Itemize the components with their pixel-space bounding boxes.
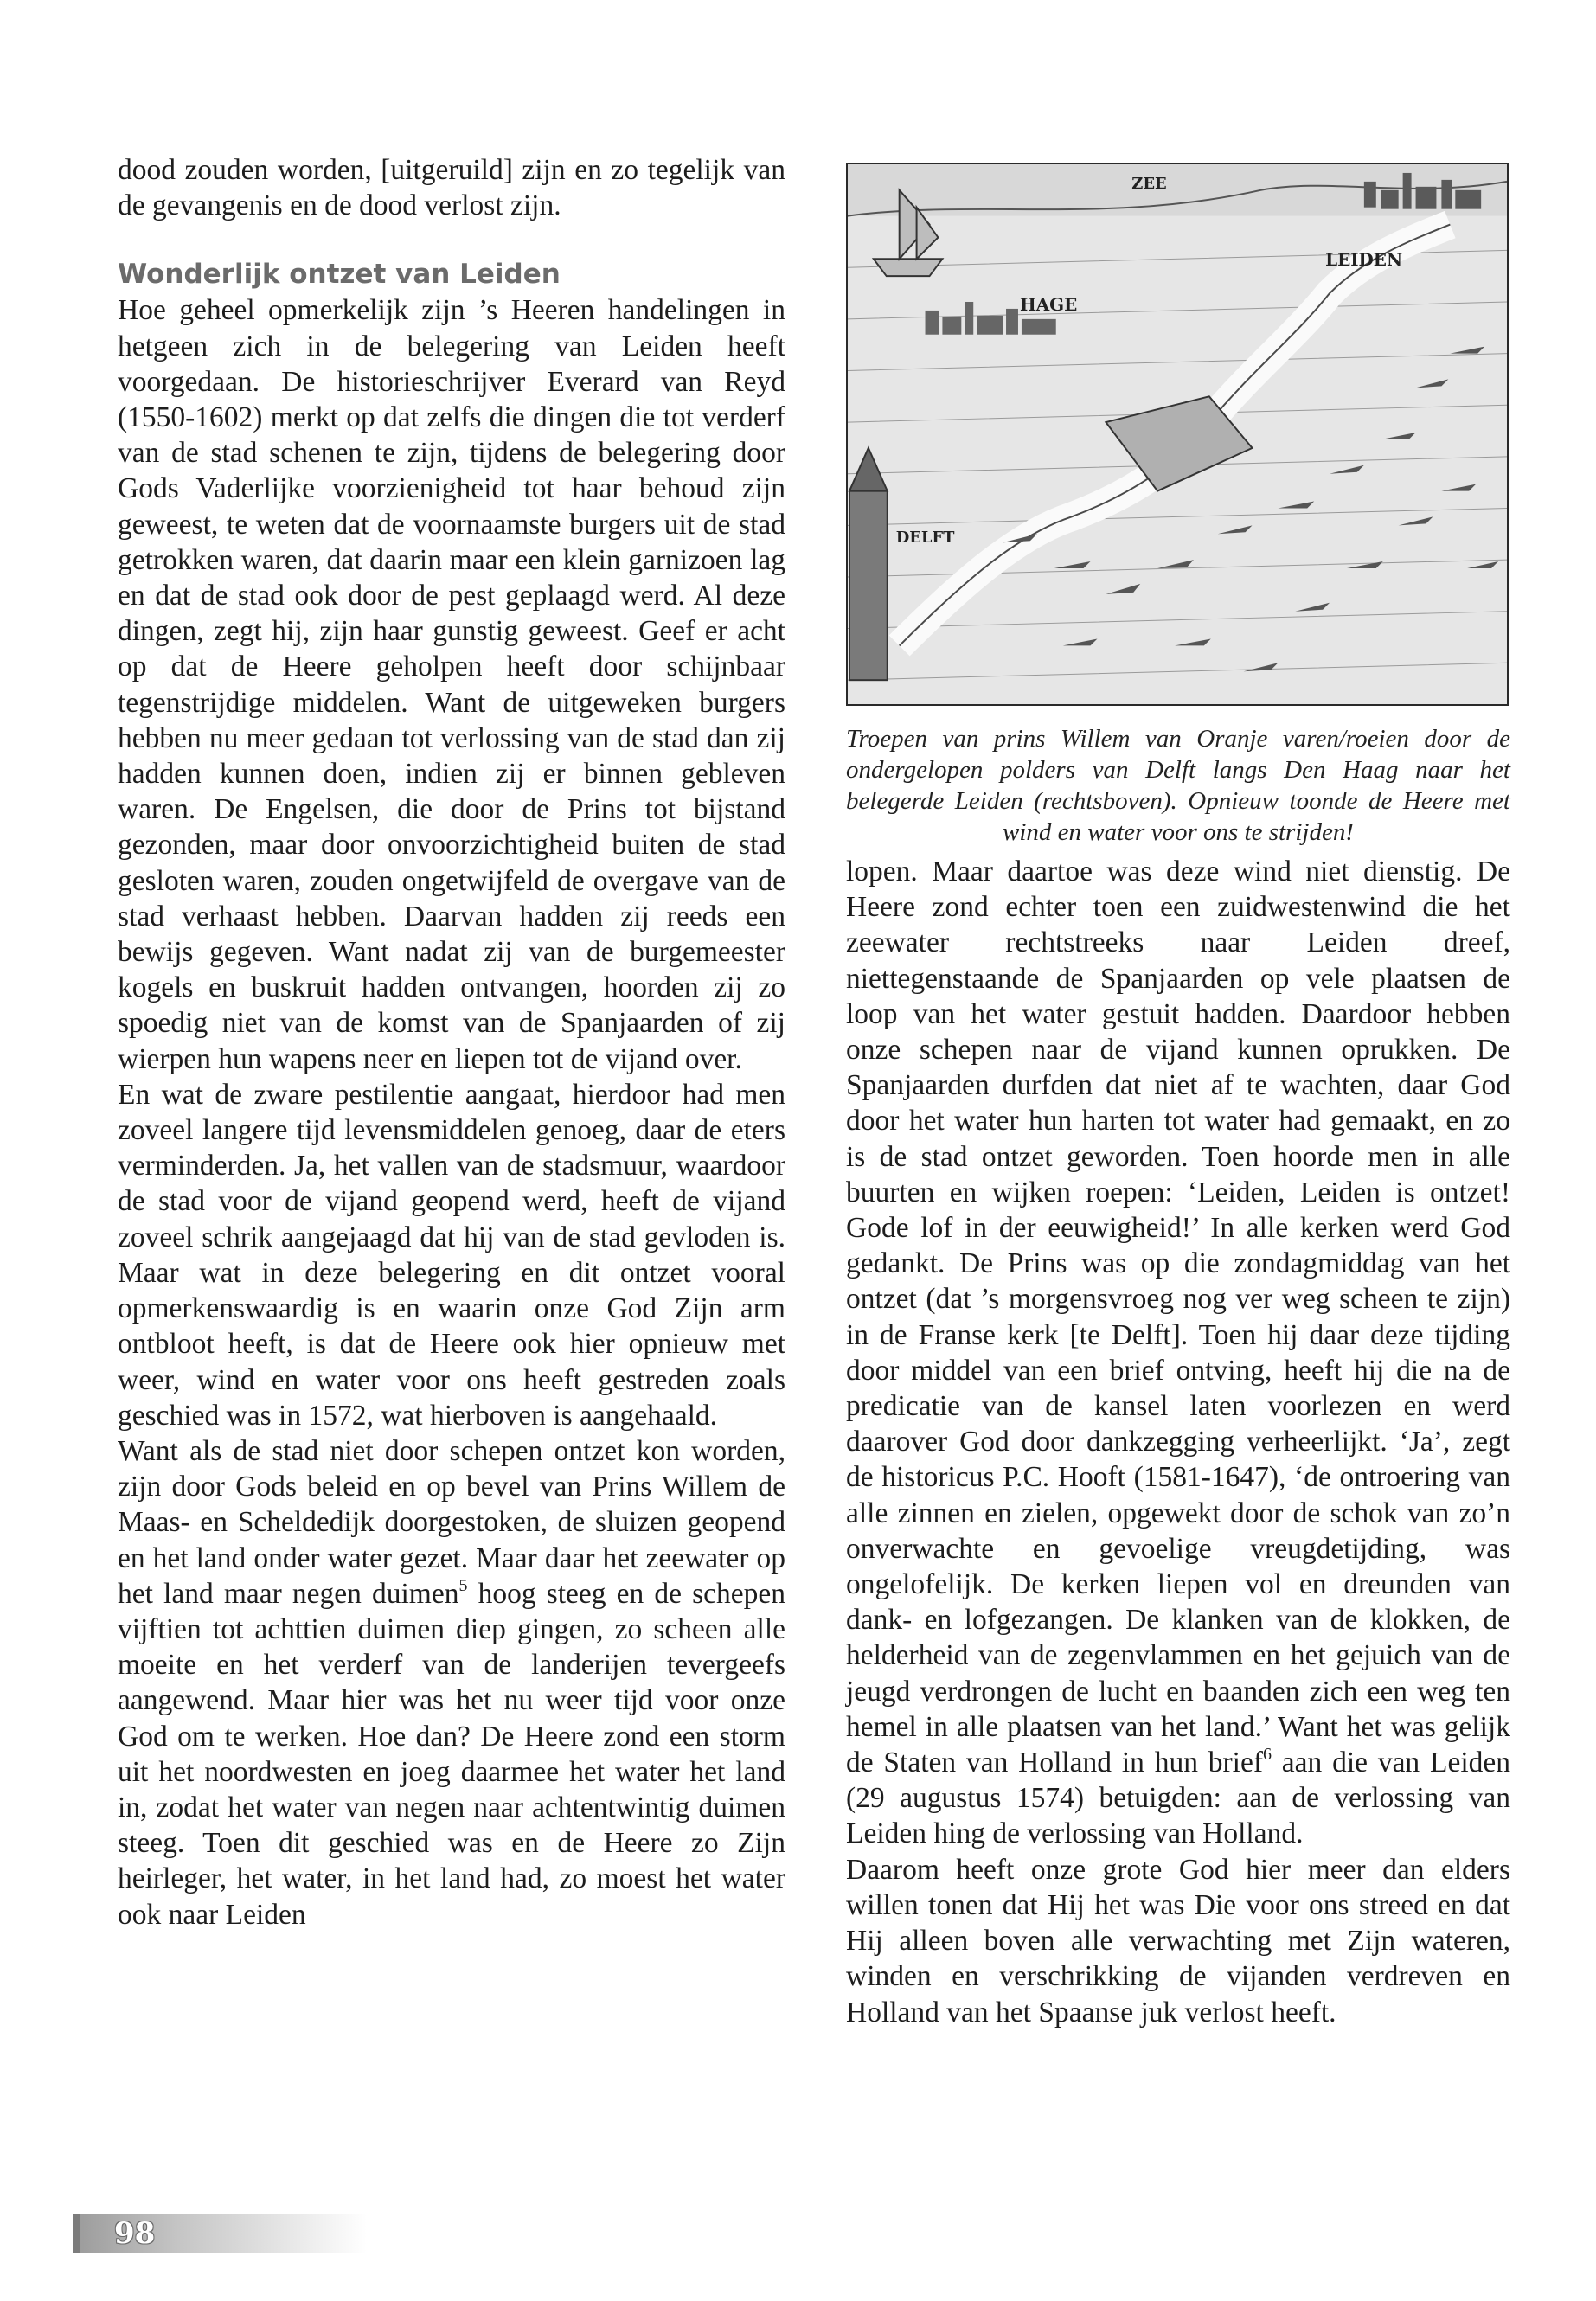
map-label-leiden: LEIDEN (1325, 249, 1403, 271)
paragraph-3-text-b: hoog steeg en de schepen vijftien tot achttien duimen diep gingen, zo scheen alle moeite en het verderf van de landerijen tevergeefs aangewend. Maar hier was het nu weer tijd voor onze God om te werken. Hoe dan? De Heere zond een storm uit het noordwesten en joeg daarmee het water het land in, zodat het water van negen naar achtentwintig duimen steeg. Toen dit geschied was en de Heere zo Zijn heirleger, het water, in het land had, zo moest het water ook naar Leiden (118, 1577, 786, 1931)
paragraph-2: En wat de zware pestilentie aangaat, hierdoor had men zoveel langere tijd levensmiddelen genoeg, daar de eters verminderden. Ja, het vallen van de stadsmuur, waardoor de stad voor de vijand geopend werd, heeft de vijand zoveel schrik aangejaagd dat hij van de stad gevloden is. Maar wat in deze belegering en dit ontzet vooral opmerkenswaardig is en waarin onze God Zijn arm ontbloot heeft, is dat de Heere ook hier opnieuw met weer, wind en water voor ons heeft gestreden zoals geschied was in 1572, wat hierboven is aangehaald. (118, 1078, 785, 1432)
footnote-ref-5[interactable]: 5 (458, 1575, 468, 1595)
page-number-edge (73, 2214, 80, 2253)
map-engraving (846, 163, 1509, 706)
right-column (846, 854, 1510, 2030)
paragraph-3-text-a: Want als de stad niet door schepen ontzet kon worden, zijn door Gods beleid en op bevel van Prins Willem de Maas- en Scheldedijk doorgestoken, de sluizen geopend en het land onder water gezet. Maar daar het zeewater op het land maar negen duimen (118, 1434, 785, 1610)
right-paragraph-1-text-b: aan die van Leiden (29 augustus 1574) betuigden: aan de verlossing van Leiden hing de verlossing van Holland. (846, 1747, 1510, 1850)
footnote-ref-6[interactable]: 6 (1263, 1744, 1272, 1764)
right-paragraph-2: Daarom heeft onze grote God hier meer dan elders willen tonen dat Hij het was Die voor ons streed en dat Hij alleen boven alle verwachting met Zijn wateren, winden en verschrikking de vijanden verdreven en Holland van het Spaanse juk verlost heeft. (846, 1853, 1510, 2029)
map-illustration (848, 164, 1507, 704)
left-column (118, 152, 785, 1932)
map-label-delft: DELFT (895, 529, 955, 548)
figure-caption: Troepen van prins Willem van Oranje varen/roeien door de ondergelopen polders van Delft langs Den Haag naar het belegerde Leiden (rechtsboven). Opnieuw toonde de Heere met wind en water voor ons te strijden! (846, 725, 1510, 846)
intro-paragraph: dood zouden worden, [uitgeruild] zijn en zo tegelijk van de gevangenis en de dood verlost zijn. (118, 154, 785, 222)
map-label-hage: HAGE (1019, 293, 1078, 315)
paragraph-3 (118, 1433, 785, 1932)
map-label-sea: ZEE (1131, 174, 1167, 193)
right-paragraph-1 (846, 854, 1510, 1852)
section-heading: Wonderlijk ontzet van Leiden (118, 259, 561, 291)
paragraph-1: Hoe geheel opmerkelijk zijn ’s Heeren handelingen in hetgeen zich in de belegering van Leiden heeft voorgedaan. De historieschrijver Everard van Reyd (1550-1602) merkt op dat zelfs die dingen die tot verderf van de stad schenen te zijn, tijdens de belegering door Gods Vaderlijke voorzienigheid tot haar behoud zijn geweest, te weten dat de voornaamste burgers uit de stad getrokken waren, dat daarin maar een klein garnizoen lag en dat de stad ook door de pest geplaagd werd. Al deze dingen, zegt hij, zijn haar gunstig geweest. Geef er acht op dat de Heere geholpen heeft door schijnbaar tegenstrijdige middelen. Want de uitgeweken burgers hebben nu meer gedaan tot verlossing van de stad dan zij hadden kunnen doen, indien zij er binnen gebleven waren. De Engelsen, die door de Prins tot bijstand gezonden, maar door onvoorzichtigheid buiten de stad gesloten waren, zouden ongetwijfeld de overgave van de stad verhaast hebben. Daarvan hadden zij reeds een bewijs gegeven. Want nadat zij van de burgemeester kogels en buskruit hadden ontvangen, hoorden zij zo spoedig niet van de komst van de Spanjaarden of zij wierpen hun wapens neer en liepen tot de vijand over. (118, 294, 785, 1075)
page-number: 98 (114, 2216, 156, 2251)
right-paragraph-1-text-a: lopen. Maar daartoe was deze wind niet dienstig. De Heere zond echter toen een zuidwestenwind die het zeewater rechtstreeks naar Leiden dreef, niettegenstaande de Spanjaarden op vele plaatsen de loop van het water gestuit hadden. Daardoor hebben onze schepen naar de vijand kunnen oprukken. De Spanjaarden durfden dat niet af te wachten, daar God door het water hun harten tot water had gemaakt, en zo is de stad ontzet geworden. Toen hoorde men in alle buurten en wijken roepen: ‘Leiden, Leiden is ontzet! Gode lof in der eeuwigheid!’ In alle kerken werd God gedankt. De Prins was op die zondagmiddag van het ontzet (dat ’s morgensvroeg nog ver weg scheen te zijn) in de Franse kerk [te Delft]. Toen hij daar deze tijding door middel van een brief ontving, heeft hij die na de predicatie van de kansel laten voorlezen en werd daarover God door dankzegging verheerlijkt. ‘Ja’, zegt de historicus P.C. Hooft (1581-1647), ‘de ontroering van alle zinnen en zielen, opgewekt door de schok van zo’n onverwachte en gevoelige vreugdetijding, was ongelofelijk. De kerken liepen vol en dreunden van dank- en lofgezangen. De klanken van de klokken, de helderheid van de zegenvlammen en het gejuich van de jeugd verdrongen de lucht en baanden zich een weg ten hemel in alle plaatsen van het land.’ Want het was gelijk de Staten van Holland in hun brief (846, 856, 1510, 1779)
